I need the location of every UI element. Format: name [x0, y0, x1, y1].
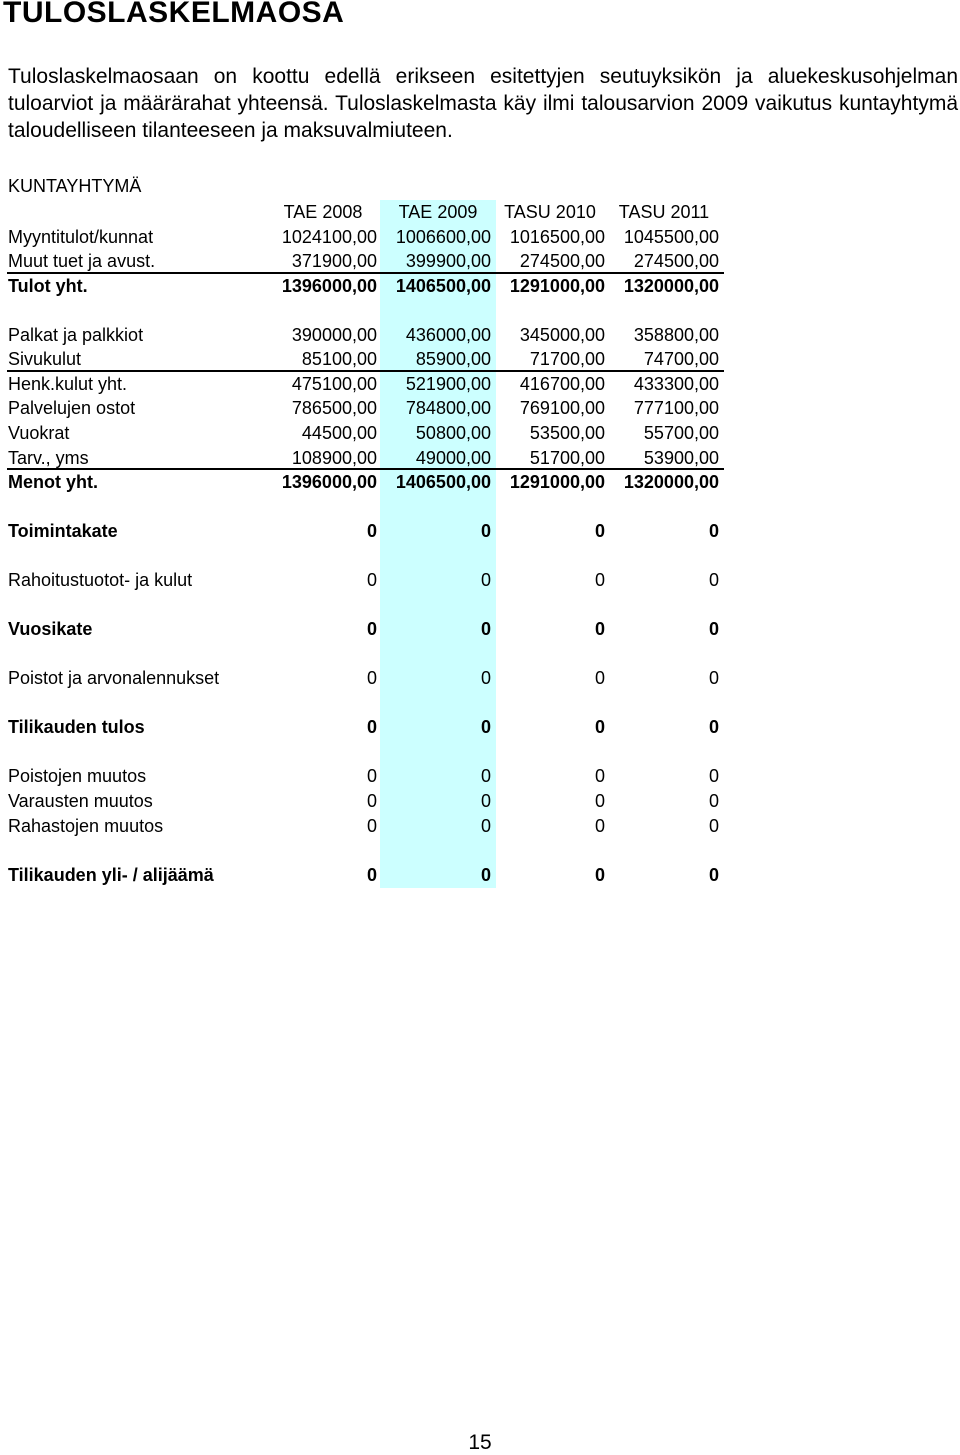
row-label: Muut tuet ja avust. [8, 251, 156, 271]
row-value: 0 [594, 717, 605, 737]
row-value: 769100,00 [519, 398, 605, 418]
row-value: 1291000,00 [509, 472, 605, 492]
row-value: 0 [708, 619, 719, 639]
table-row [0, 249, 960, 273]
row-value: 0 [366, 816, 377, 836]
row-value: 0 [480, 619, 491, 639]
row-value: 0 [594, 668, 605, 688]
row-value: 0 [366, 668, 377, 688]
column-header-tae-2008: TAE 2008 [283, 202, 363, 222]
row-label: Henk.kulut yht. [8, 374, 128, 394]
row-value: 0 [708, 816, 719, 836]
row-label: Rahoitustuotot- ja kulut [8, 570, 193, 590]
row-value: 0 [480, 816, 491, 836]
row-label: Poistot ja arvonalennukset [8, 668, 220, 688]
table-row [0, 396, 960, 420]
row-label: Palkat ja palkkiot [8, 325, 144, 345]
row-value: 0 [366, 521, 377, 541]
row-value: 85100,00 [301, 349, 377, 369]
row-value: 0 [594, 816, 605, 836]
row-value: 0 [708, 521, 719, 541]
row-value: 108900,00 [291, 448, 377, 468]
row-value: 0 [480, 717, 491, 737]
table-row [0, 666, 960, 690]
table-row [0, 715, 960, 739]
row-value: 0 [594, 570, 605, 590]
row-value: 55700,00 [643, 423, 719, 443]
row-value: 0 [480, 570, 491, 590]
row-label: Menot yht. [8, 472, 98, 492]
row-value: 1406500,00 [395, 276, 491, 296]
row-value: 0 [480, 668, 491, 688]
row-value: 390000,00 [291, 325, 377, 345]
table-row [0, 225, 960, 249]
row-value: 1006600,00 [395, 227, 491, 247]
row-label: Sivukulut [8, 349, 82, 369]
row-value: 371900,00 [291, 251, 377, 271]
row-value: 53900,00 [643, 448, 719, 468]
column-header-tae-2009: TAE 2009 [398, 202, 478, 222]
table-row [0, 274, 960, 298]
row-label: Myyntitulot/kunnat [8, 227, 154, 247]
table-row [0, 814, 960, 838]
column-header-tasu-2011: TASU 2011 [618, 202, 710, 222]
table-row [0, 470, 960, 494]
table-row [0, 863, 960, 887]
row-value: 1045500,00 [623, 227, 719, 247]
row-value: 0 [708, 791, 719, 811]
row-value: 0 [594, 521, 605, 541]
row-value: 784800,00 [405, 398, 491, 418]
intro-paragraph: Tuloslaskelmaosaan on koottu edellä erikseen esitettyjen seutuyksikön ja aluekeskusohjelman tuloarviot ja määrärahat yhteensä. Tuloslaskelmasta käy ilmi talousarvion 2009 vaikutus kuntayhtymä taloudelliseen tilanteeseen ja maksuvalmiuteen. [8, 65, 958, 142]
section-label: KUNTAYHTYMÄ [8, 176, 142, 196]
row-value: 0 [366, 865, 377, 885]
page-title: TULOSLASKELMAOSA [3, 0, 345, 29]
row-value: 0 [366, 717, 377, 737]
table-divider [7, 370, 724, 372]
row-value: 786500,00 [291, 398, 377, 418]
row-label: Tarv., yms [8, 448, 89, 468]
table-row [0, 789, 960, 813]
row-value: 1320000,00 [623, 276, 719, 296]
row-value: 0 [708, 766, 719, 786]
row-label: Tulot yht. [8, 276, 88, 296]
row-value: 1320000,00 [623, 472, 719, 492]
page-number: 15 [468, 1431, 492, 1454]
row-value: 0 [594, 865, 605, 885]
row-value: 0 [366, 791, 377, 811]
row-value: 433300,00 [633, 374, 719, 394]
row-value: 0 [594, 619, 605, 639]
row-value: 0 [480, 865, 491, 885]
row-value: 1291000,00 [509, 276, 605, 296]
row-value: 50800,00 [415, 423, 491, 443]
column-header-tasu-2010: TASU 2010 [504, 202, 596, 222]
table-row [0, 372, 960, 396]
row-value: 274500,00 [519, 251, 605, 271]
row-value: 1016500,00 [509, 227, 605, 247]
row-label: Rahastojen muutos [8, 816, 164, 836]
table-row [0, 764, 960, 788]
table-divider [7, 272, 724, 274]
row-value: 71700,00 [529, 349, 605, 369]
table-row [0, 568, 960, 592]
row-value: 358800,00 [633, 325, 719, 345]
row-value: 0 [366, 570, 377, 590]
row-value: 0 [708, 865, 719, 885]
row-value: 1024100,00 [281, 227, 377, 247]
row-value: 0 [480, 766, 491, 786]
row-label: Vuokrat [8, 423, 70, 443]
row-value: 0 [480, 791, 491, 811]
row-value: 0 [480, 521, 491, 541]
row-value: 74700,00 [643, 349, 719, 369]
row-label: Vuosikate [8, 619, 93, 639]
row-value: 521900,00 [405, 374, 491, 394]
row-value: 49000,00 [415, 448, 491, 468]
row-value: 85900,00 [415, 349, 491, 369]
row-value: 0 [708, 570, 719, 590]
row-label: Palvelujen ostot [8, 398, 136, 418]
row-value: 475100,00 [291, 374, 377, 394]
row-value: 416700,00 [519, 374, 605, 394]
row-value: 1396000,00 [281, 276, 377, 296]
row-value: 1406500,00 [395, 472, 491, 492]
row-value: 436000,00 [405, 325, 491, 345]
row-value: 0 [594, 791, 605, 811]
row-label: Varausten muutos [8, 791, 153, 811]
table-row [0, 519, 960, 543]
row-value: 0 [594, 766, 605, 786]
row-value: 53500,00 [529, 423, 605, 443]
row-value: 1396000,00 [281, 472, 377, 492]
table-row [0, 617, 960, 641]
table-row [0, 446, 960, 470]
table-row [0, 323, 960, 347]
row-value: 345000,00 [519, 325, 605, 345]
row-label: Tilikauden yli- / alijäämä [8, 865, 214, 885]
table-row [0, 421, 960, 445]
row-label: Toimintakate [8, 521, 118, 541]
row-label: Poistojen muutos [8, 766, 147, 786]
row-value: 44500,00 [301, 423, 377, 443]
row-value: 777100,00 [633, 398, 719, 418]
row-value: 51700,00 [529, 448, 605, 468]
row-value: 0 [366, 766, 377, 786]
row-value: 0 [708, 717, 719, 737]
row-label: Tilikauden tulos [8, 717, 145, 737]
table-divider [7, 468, 724, 470]
row-value: 399900,00 [405, 251, 491, 271]
row-value: 274500,00 [633, 251, 719, 271]
row-value: 0 [708, 668, 719, 688]
row-value: 0 [366, 619, 377, 639]
table-row [0, 347, 960, 371]
